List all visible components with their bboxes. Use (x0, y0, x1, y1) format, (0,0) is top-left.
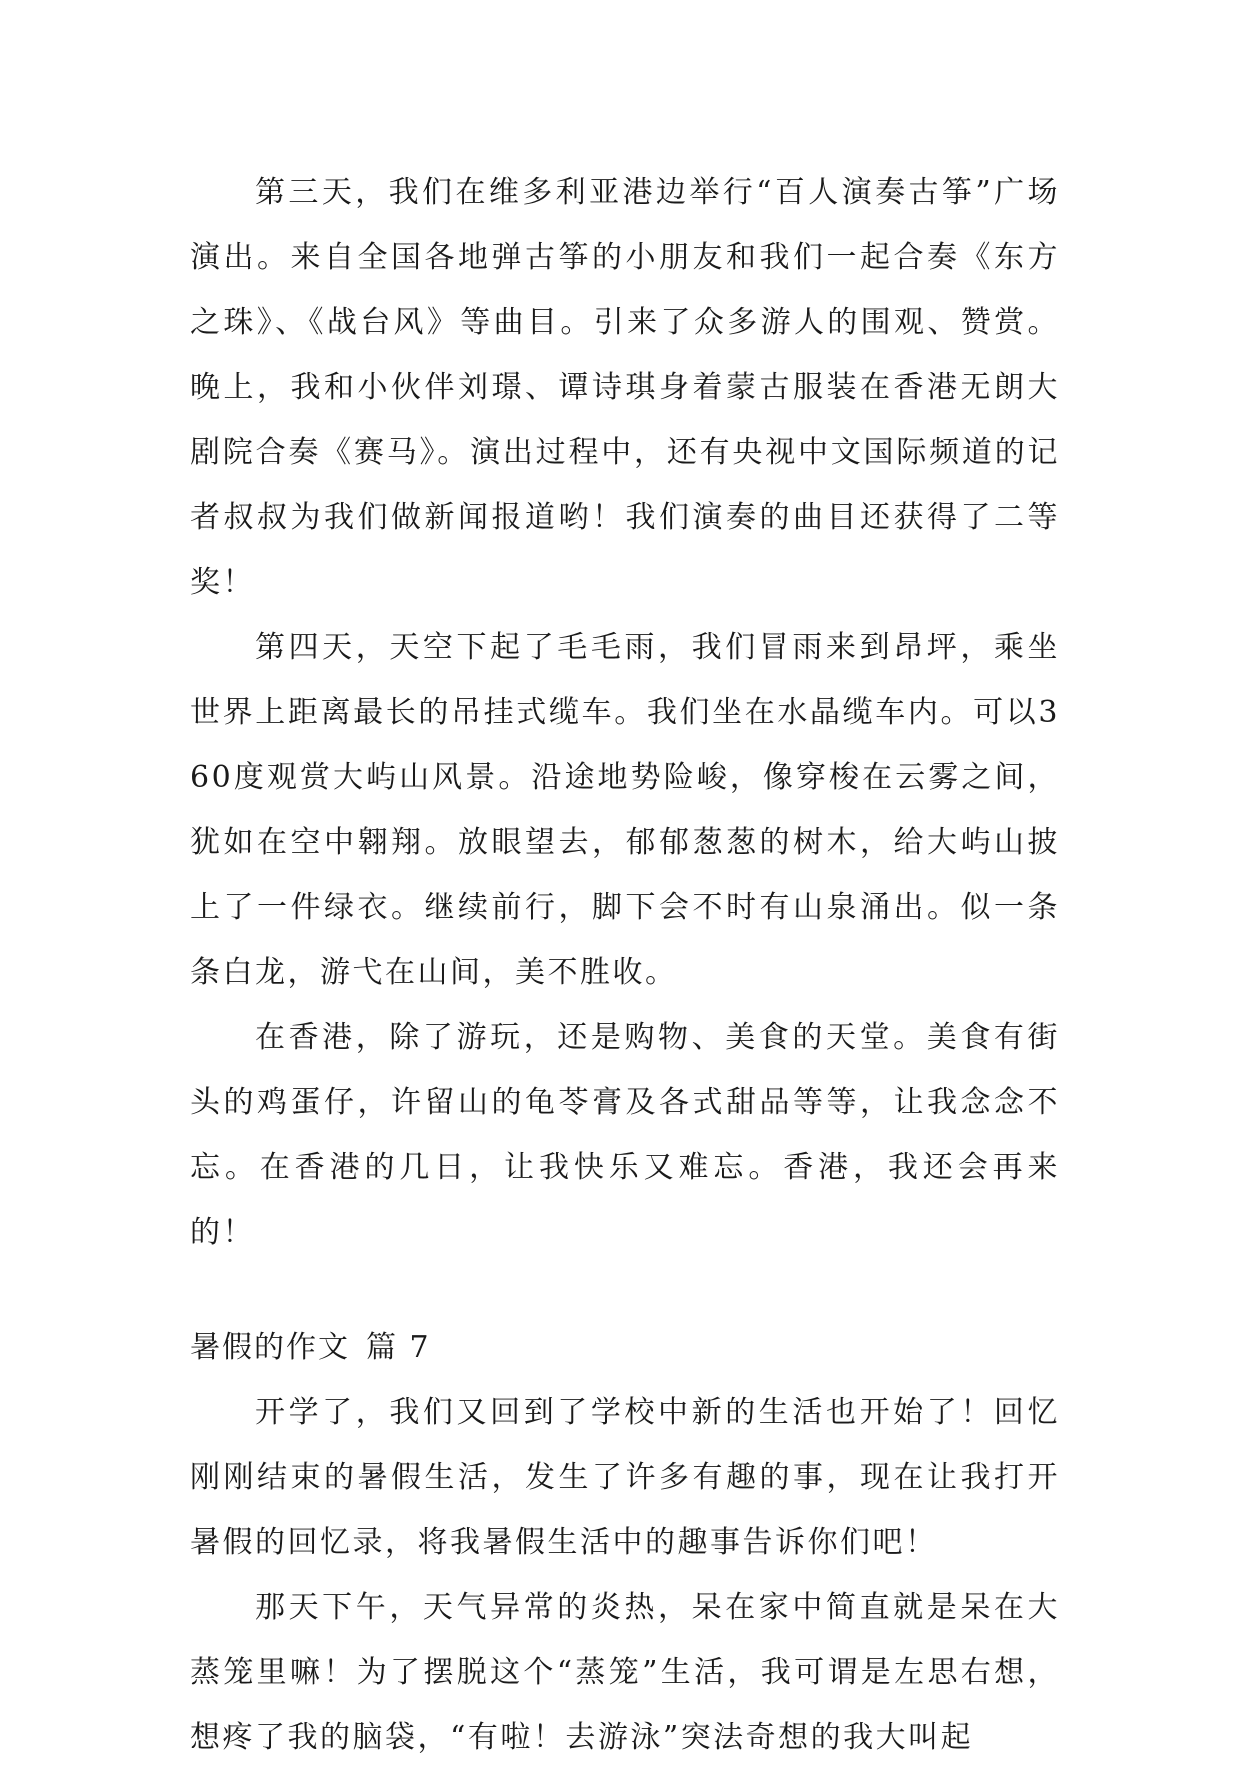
paragraph-hot-afternoon: 那天下午，天气异常的炎热，呆在家中简直就是呆在大蒸笼里嘛！为了摆脱这个“蒸笼”生活，我可谓是左思右想，想疼了我的脑袋，“有啦！去游泳”突法奇想的我大叫起 (190, 1590, 1060, 1755)
paragraph-day-three: 第三天，我们在维多利亚港边举行“百人演奏古筝”广场演出。来自全国各地弹古筝的小朋友和我们一起合奏《东方之珠》、《战台风》等曲目。引来了众多游人的围观、赞赏。晚上，我和小伙伴刘璟、谭诗琪身着蒙古服装在香港无朗大剧院合奏《赛马》。演出过程中，还有央视中文国际频道的记者叔叔为我们做新闻报道哟！我们演奏的曲目还获得了二等奖！ (190, 175, 1060, 600)
document-page (190, 160, 1060, 1770)
section-number: 篇 7 (366, 1330, 431, 1365)
paragraph-day-four: 第四天，天空下起了毛毛雨，我们冒雨来到昂坪，乘坐世界上距离最长的吊挂式缆车。我们坐在水晶缆车内。可以360度观赏大屿山风景。沿途地势险峻，像穿梭在云雾之间，犹如在空中翱翔。放眼望去，郁郁葱葱的树木，给大屿山披上了一件绿衣。继续前行，脚下会不时有山泉涌出。似一条条白龙，游弋在山间，美不胜收。 (190, 630, 1060, 990)
section-heading (190, 1315, 1060, 1380)
paragraph-hongkong-food: 在香港，除了游玩，还是购物、美食的天堂。美食有街头的鸡蛋仔，许留山的龟苓膏及各式甜品等等，让我念念不忘。在香港的几日，让我快乐又难忘。香港，我还会再来的！ (190, 1020, 1060, 1250)
paragraph-school-start: 开学了，我们又回到了学校中新的生活也开始了！回忆刚刚结束的暑假生活，发生了许多有趣的事，现在让我打开暑假的回忆录，将我暑假生活中的趣事告诉你们吧！ (190, 1395, 1060, 1560)
section-title: 暑假的作文 (190, 1330, 350, 1365)
